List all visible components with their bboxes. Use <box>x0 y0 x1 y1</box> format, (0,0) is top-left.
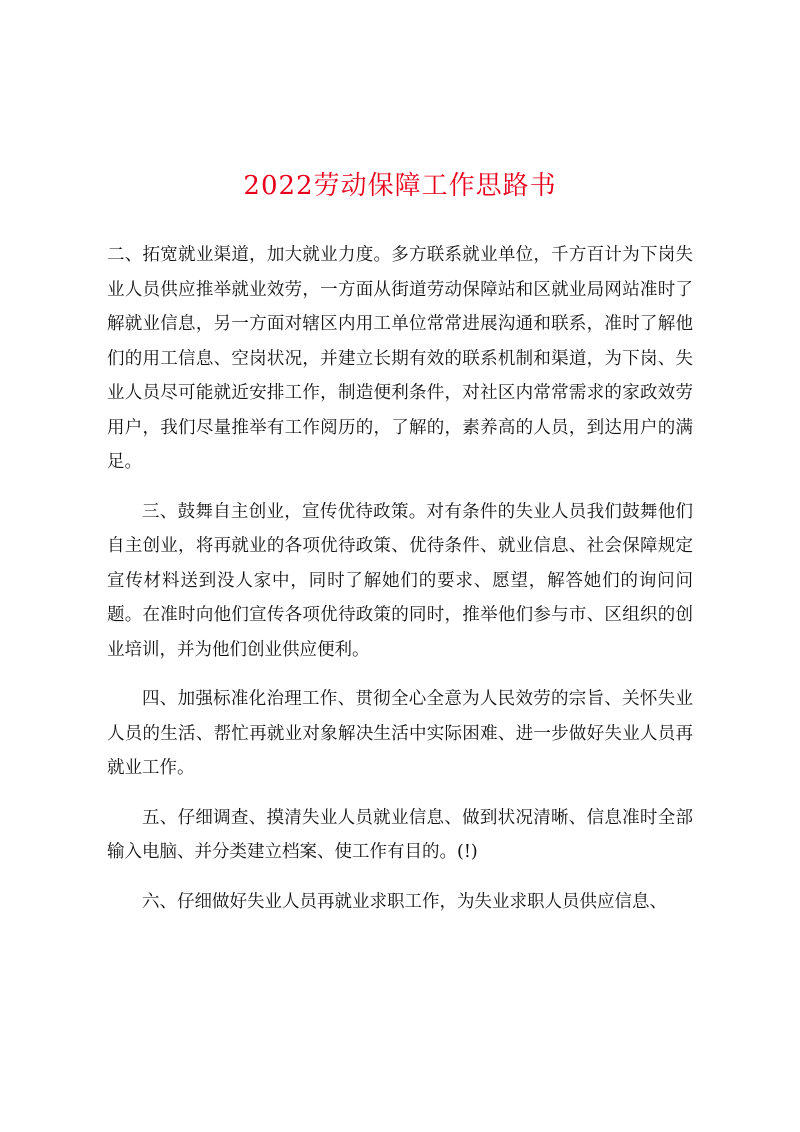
paragraph-3: 三、鼓舞自主创业，宣传优待政策。对有条件的失业人员我们鼓舞他们自主创业，将再就业的各项优待政策、优待条件、就业信息、社会保障规定宣传材料送到没人家中，同时了解她们的要求、愿望，解答她们的询问问题。在准时向他们宣传各项优待政策的同时，推举他们参与市、区组织的创业培训，并为他们创业供应便利。 <box>107 501 693 660</box>
document-body <box>107 238 693 934</box>
paragraph-2: 二、拓宽就业渠道，加大就业力度。多方联系就业单位，千方百计为下岗失业人员供应推举就业效劳，一方面从街道劳动保障站和区就业局网站准时了解就业信息，另一方面对辖区内用工单位常常进展沟通和联系，准时了解他们的用工信息、空岗状况，并建立长期有效的联系机制和渠道，为下岗、失业人员尽可能就近安排工作，制造便利条件，对社区内常常需求的家政效劳用户，我们尽量推举有工作阅历的，了解的，素养高的人员，到达用户的满足。 <box>107 245 693 472</box>
paragraph-6: 六、仔细做好失业人员再就业求职工作，为失业求职人员供应信息、 <box>142 891 667 912</box>
paragraph-5: 五、仔细调查、摸清失业人员就业信息、做到状况清晰、信息准时全部输入电脑、并分类建立档案、使工作有目的。(!) <box>107 807 693 862</box>
paragraph-4: 四、加强标准化治理工作、贯彻全心全意为人民效劳的宗旨、关怀失业人员的生活、帮忙再就业对象解决生活中实际困难、进一步做好失业人员再就业工作。 <box>107 689 693 778</box>
document-title: 2022劳动保障工作思路书 <box>243 171 557 201</box>
